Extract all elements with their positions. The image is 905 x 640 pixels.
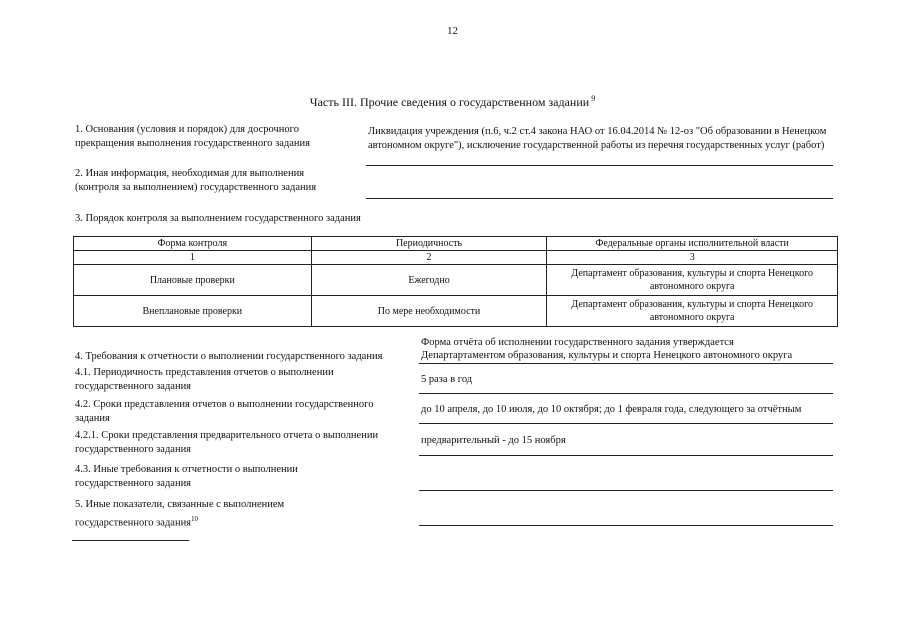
col-number-2: 2 xyxy=(311,251,547,265)
section43-label: 4.3. Иные требования к отчетности о выполнении государственного задания xyxy=(75,464,298,489)
section1-value: Ликвидация учреждения (п.6, ч.2 ст.4 закона НАО от 16.04.2014 № 12-оз "Об образовании в Ненецком автономном округе"), исключение государственной работы из перечня государственных услуг (работ) xyxy=(368,126,827,151)
control-table-header xyxy=(74,237,838,251)
table-row xyxy=(74,265,838,296)
section1-underline xyxy=(366,165,833,166)
header-periodicity: Периодичность xyxy=(311,237,547,251)
section4-value-line1: Форма отчёта об исполнении государственного задания утверждается xyxy=(421,337,734,348)
header-form: Форма контроля xyxy=(74,237,312,251)
section42-underline xyxy=(419,423,833,424)
footnote-separator xyxy=(72,540,189,541)
section41-underline xyxy=(419,393,833,394)
part-title xyxy=(0,94,905,110)
table-row xyxy=(74,296,838,327)
section43-underline xyxy=(419,490,833,491)
section421-label: 4.2.1. Сроки представления предварительного отчета о выполнении государственного задания xyxy=(75,430,379,455)
section4-label: 4. Требования к отчетности о выполнении государственного задания xyxy=(75,351,383,362)
cell-authority: Департамент образования, культуры и спорта Ненецкого автономного округа xyxy=(547,265,838,296)
section41-label: 4.1. Периодичность представления отчетов о выполнении государственного задания xyxy=(75,367,334,392)
section5-footnote: 10 xyxy=(191,515,199,523)
cell-form: Внеплановые проверки xyxy=(74,296,312,327)
section4-underline xyxy=(419,363,833,364)
section41-value: 5 раза в год xyxy=(421,374,473,385)
cell-form: Плановые проверки xyxy=(74,265,312,296)
col-number-3: 3 xyxy=(547,251,838,265)
section2-label: 2. Иная информация, необходимая для выполнения (контроля за выполнением) государственного задания xyxy=(75,168,317,193)
control-table xyxy=(73,236,838,327)
part-title-text: Часть III. Прочие сведения о государственном задании xyxy=(309,95,590,109)
cell-periodicity: По мере необходимости xyxy=(311,296,547,327)
page-number: 12 xyxy=(447,25,458,37)
section2-underline xyxy=(366,198,833,199)
section42-value: до 10 апреля, до 10 июля, до 10 октября; до 1 февраля года, следующего за отчётным xyxy=(421,404,802,415)
header-authorities: Федеральные органы исполнительной власти xyxy=(547,237,838,251)
section42-label: 4.2. Сроки представления отчетов о выполнении государственного задания xyxy=(75,399,374,424)
part-title-footnote: 9 xyxy=(591,94,596,103)
section421-underline xyxy=(419,455,833,456)
section4-value-line2: Департартаментом образования, культуры и спорта Ненецкого автономного округа xyxy=(421,350,793,361)
section5-underline xyxy=(419,525,833,526)
section5-label-line2 xyxy=(75,512,375,531)
section421-value: предварительный - до 15 ноября xyxy=(421,435,566,446)
cell-authority: Департамент образования, культуры и спорта Ненецкого автономного округа xyxy=(547,296,838,327)
section3-label: 3. Порядок контроля за выполнением государственного задания xyxy=(75,213,361,224)
section5-label-text: государственного задания xyxy=(75,517,192,529)
cell-periodicity: Ежегодно xyxy=(311,265,547,296)
section5-label-line1: 5. Иные показатели, связанные с выполнением xyxy=(75,499,285,510)
section1-label: 1. Основания (условия и порядок) для досрочного прекращения выполнения государственного задания xyxy=(75,124,310,149)
col-number-1: 1 xyxy=(74,251,312,265)
control-table-numbers xyxy=(74,251,838,265)
